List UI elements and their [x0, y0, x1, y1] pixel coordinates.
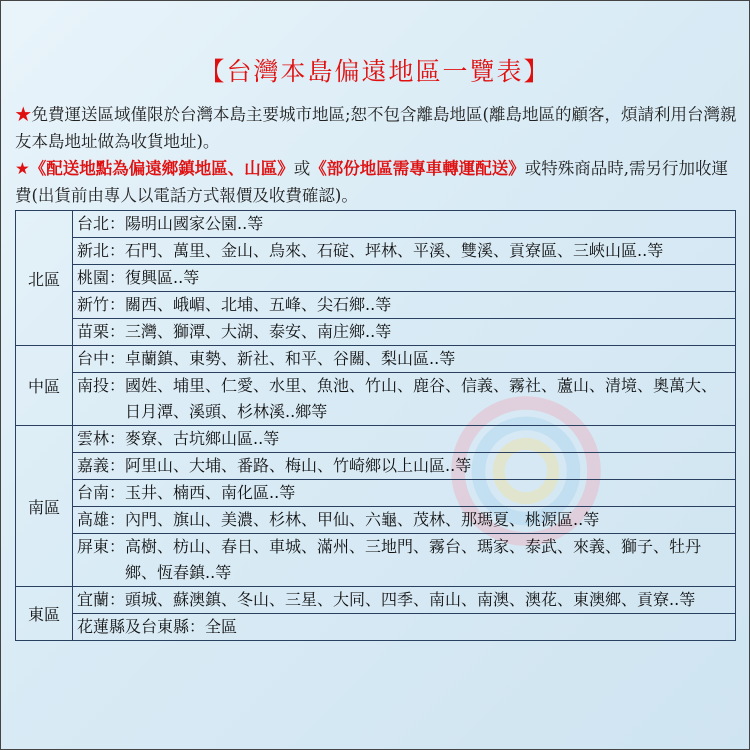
table-row [16, 534, 736, 587]
table-row [16, 211, 736, 238]
places-list: 麥寮、古坑鄉山區..等 [125, 429, 280, 448]
city-name: 嘉義 [77, 456, 110, 475]
colon: ： [109, 322, 126, 341]
note-remote-areas: 《配送地點為偏遠鄉鎮地區、山區》 [29, 159, 294, 178]
title-wrapper [1, 35, 749, 105]
area-taipei [73, 211, 736, 238]
star-icon: ★ [15, 105, 32, 124]
places-list: 陽明山國家公園..等 [125, 214, 264, 233]
city-name: 雲林 [77, 429, 110, 448]
star-icon: ★ [15, 159, 30, 178]
colon: ： [109, 295, 126, 314]
note-free-shipping [15, 101, 739, 155]
places-list: 卓蘭鎮、東勢、新社、和平、谷關、梨山區..等 [125, 349, 456, 368]
area-hsinchu [73, 292, 736, 319]
places-list: 關西、峨嵋、北埔、五峰、尖石鄉..等 [125, 295, 392, 314]
area-yilan [73, 587, 736, 614]
colon: ： [109, 537, 126, 556]
page-title: 【台灣本島偏遠地區一覽表】 [199, 56, 551, 86]
note-free-shipping-text: 免費運送區域僅限於台灣本島主要城市地區;恕不包含離島地區(離島地區的顧客，煩請利用台灣親友本島地址做為收貨地址)。 [15, 105, 737, 151]
table-row [16, 265, 736, 292]
table-row [16, 614, 736, 641]
table-row [16, 346, 736, 373]
places-list: 花蓮縣及台東縣：全區 [77, 617, 238, 636]
colon: ： [109, 483, 126, 502]
area-nantou [73, 373, 736, 426]
places-list: 石門、萬里、金山、烏來、石碇、坪林、平溪、雙溪、貢寮區、三峽山區..等 [125, 241, 664, 260]
note-or-1: 或 [293, 159, 311, 178]
table-row [16, 507, 736, 534]
table-row [16, 238, 736, 265]
area-new-taipei [73, 238, 736, 265]
places-list: 國姓、埔里、仁愛、水里、魚池、竹山、鹿谷、信義、霧社、蘆山、清境、奧萬大、日月潭、溪頭、杉林溪..鄉等 [125, 376, 718, 421]
places-list: 頭城、蘇澳鎮、冬山、三星、大同、四季、南山、南澳、澳花、東澳鄉、貢寮..等 [125, 590, 696, 609]
places-list: 高樹、枋山、春日、車城、滿州、三地門、霧台、瑪家、泰武、來義、獅子、牡丹鄉、恆春鎮..等 [125, 537, 702, 582]
places-list: 玉井、楠西、南化區..等 [125, 483, 296, 502]
area-chiayi [73, 453, 736, 480]
remote-areas-table [15, 210, 736, 641]
colon: ： [109, 214, 126, 233]
area-tainan [73, 480, 736, 507]
places-list: 內門、旗山、美濃、杉林、甲仙、六龜、茂林、那瑪夏、桃源區..等 [125, 510, 600, 529]
city-name: 苗栗 [77, 322, 110, 341]
table-row [16, 453, 736, 480]
colon: ： [109, 241, 126, 260]
places-list: 三灣、獅潭、大湖、泰安、南庄鄉..等 [125, 322, 392, 341]
city-name: 宜蘭 [77, 590, 110, 609]
table-row [16, 587, 736, 614]
city-name: 台中 [77, 349, 110, 368]
table-row [16, 319, 736, 346]
city-name: 高雄 [77, 510, 110, 529]
city-name: 台南 [77, 483, 110, 502]
note-extra-fee [15, 155, 739, 209]
area-taichung [73, 346, 736, 373]
colon: ： [109, 510, 126, 529]
colon: ： [109, 429, 126, 448]
area-miaoli [73, 319, 736, 346]
area-taoyuan [73, 265, 736, 292]
table-row [16, 373, 736, 426]
colon: ： [109, 376, 126, 395]
area-pingtung [73, 534, 736, 587]
city-name: 屏東 [77, 537, 110, 556]
region-east: 東區 [16, 587, 73, 641]
city-name: 新北 [77, 241, 110, 260]
city-name: 新竹 [77, 295, 110, 314]
note-extra-fee-text: 或特殊商品時,需另行加收運費(出貨前由專人以電話方式報價及收費確認)。 [15, 159, 729, 205]
table-row [16, 292, 736, 319]
city-name: 桃園 [77, 268, 110, 287]
city-name: 台北 [77, 214, 110, 233]
colon: ： [109, 268, 126, 287]
colon: ： [109, 590, 126, 609]
colon: ： [109, 349, 126, 368]
region-north: 北區 [16, 211, 73, 346]
area-yunlin [73, 426, 736, 453]
note-transfer-areas: 《部份地區需專車轉運配送》 [310, 159, 525, 178]
places-list: 阿里山、大埔、番路、梅山、竹崎鄉以上山區..等 [125, 456, 472, 475]
colon: ： [109, 456, 126, 475]
table-row [16, 426, 736, 453]
places-list: 復興區..等 [125, 268, 200, 287]
region-central: 中區 [16, 346, 73, 426]
city-name: 南投 [77, 376, 110, 395]
region-south: 南區 [16, 426, 73, 587]
area-kaohsiung [73, 507, 736, 534]
table-row [16, 480, 736, 507]
notes-section [15, 101, 739, 209]
area-hualien-taitung [73, 614, 736, 641]
